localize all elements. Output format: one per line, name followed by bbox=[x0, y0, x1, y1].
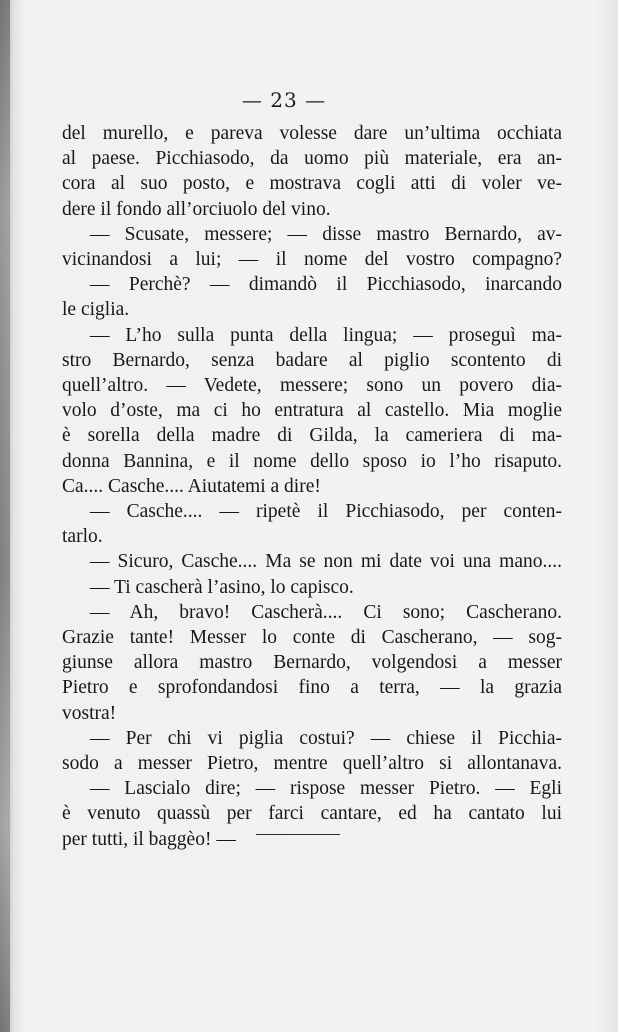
text-line: — Sicuro, Casche.... Ma se non mi date voi una mano.... bbox=[90, 551, 562, 573]
text-line: — L’ho sulla punta della lingua; — proseguì ma- bbox=[90, 324, 562, 346]
text-line: tarlo. bbox=[62, 526, 103, 548]
text-line: donna Bannina, e il nome dello sposo io l’ho risaputo. bbox=[62, 450, 562, 472]
text-line: volo d’oste, ma ci ho entratura al castello. Mia moglie bbox=[62, 400, 562, 422]
text-line: dere il fondo all’orciuolo del vino. bbox=[62, 198, 331, 220]
section-rule bbox=[256, 834, 340, 835]
text-line: è sorella della madre di Gilda, la cameriera di ma- bbox=[62, 425, 562, 447]
text-line: giunse allora mastro Bernardo, volgendosi a messer bbox=[62, 652, 562, 674]
text-line: cora al suo posto, e mostrava cogli atti di voler ve- bbox=[62, 173, 562, 195]
text-line: del murello, e pareva volesse dare un’ultima occhiata bbox=[62, 123, 562, 144]
text-line: sodo a messer Pietro, mentre quell’altro si allontanava. bbox=[62, 753, 562, 775]
text-line: vostra! bbox=[62, 702, 117, 724]
text-line: — Scusate, messere; — disse mastro Bernardo, av- bbox=[90, 223, 562, 245]
text-line: Grazie tante! Messer lo conte di Cascherano, — sog- bbox=[62, 627, 562, 649]
text-line: le ciglia. bbox=[62, 299, 130, 321]
text-line: — Perchè? — dimandò il Picchiasodo, inarcando bbox=[90, 274, 562, 296]
text-line: Pietro e sprofondandosi fino a terra, — la grazia bbox=[62, 677, 562, 699]
text-line: — Ti cascherà l’asino, lo capisco. bbox=[90, 576, 354, 598]
text-line: — Ah, bravo! Cascherà.... Ci sono; Cascherano. bbox=[90, 601, 562, 623]
text-line: quell’altro. — Vedete, messere; sono un povero dia- bbox=[62, 375, 562, 397]
text-line: — Lascialo dire; — rispose messer Pietro. — Egli bbox=[90, 778, 562, 800]
text-line: — Casche.... — ripetè il Picchiasodo, per conten- bbox=[90, 501, 562, 523]
text-line: stro Bernardo, senza badare al piglio scontento di bbox=[62, 349, 562, 371]
text-line: vicinandosi a lui; — il nome del vostro compagno? bbox=[62, 249, 562, 271]
page-number: — 23 — bbox=[241, 88, 327, 112]
text-line: è venuto quassù per farci cantare, ed ha cantato lui bbox=[62, 803, 562, 825]
text-line: — Per chi vi piglia costui? — chiese il Picchia- bbox=[90, 727, 562, 749]
text-line: al paese. Picchiasodo, da uomo più materiale, era an- bbox=[62, 148, 562, 170]
binding-shadow bbox=[0, 0, 10, 1032]
text-line: per tutti, il baggèo! — bbox=[62, 828, 236, 850]
text-line: Ca.... Casche.... Aiutatemi a dire! bbox=[62, 475, 321, 497]
body-text bbox=[62, 121, 562, 852]
